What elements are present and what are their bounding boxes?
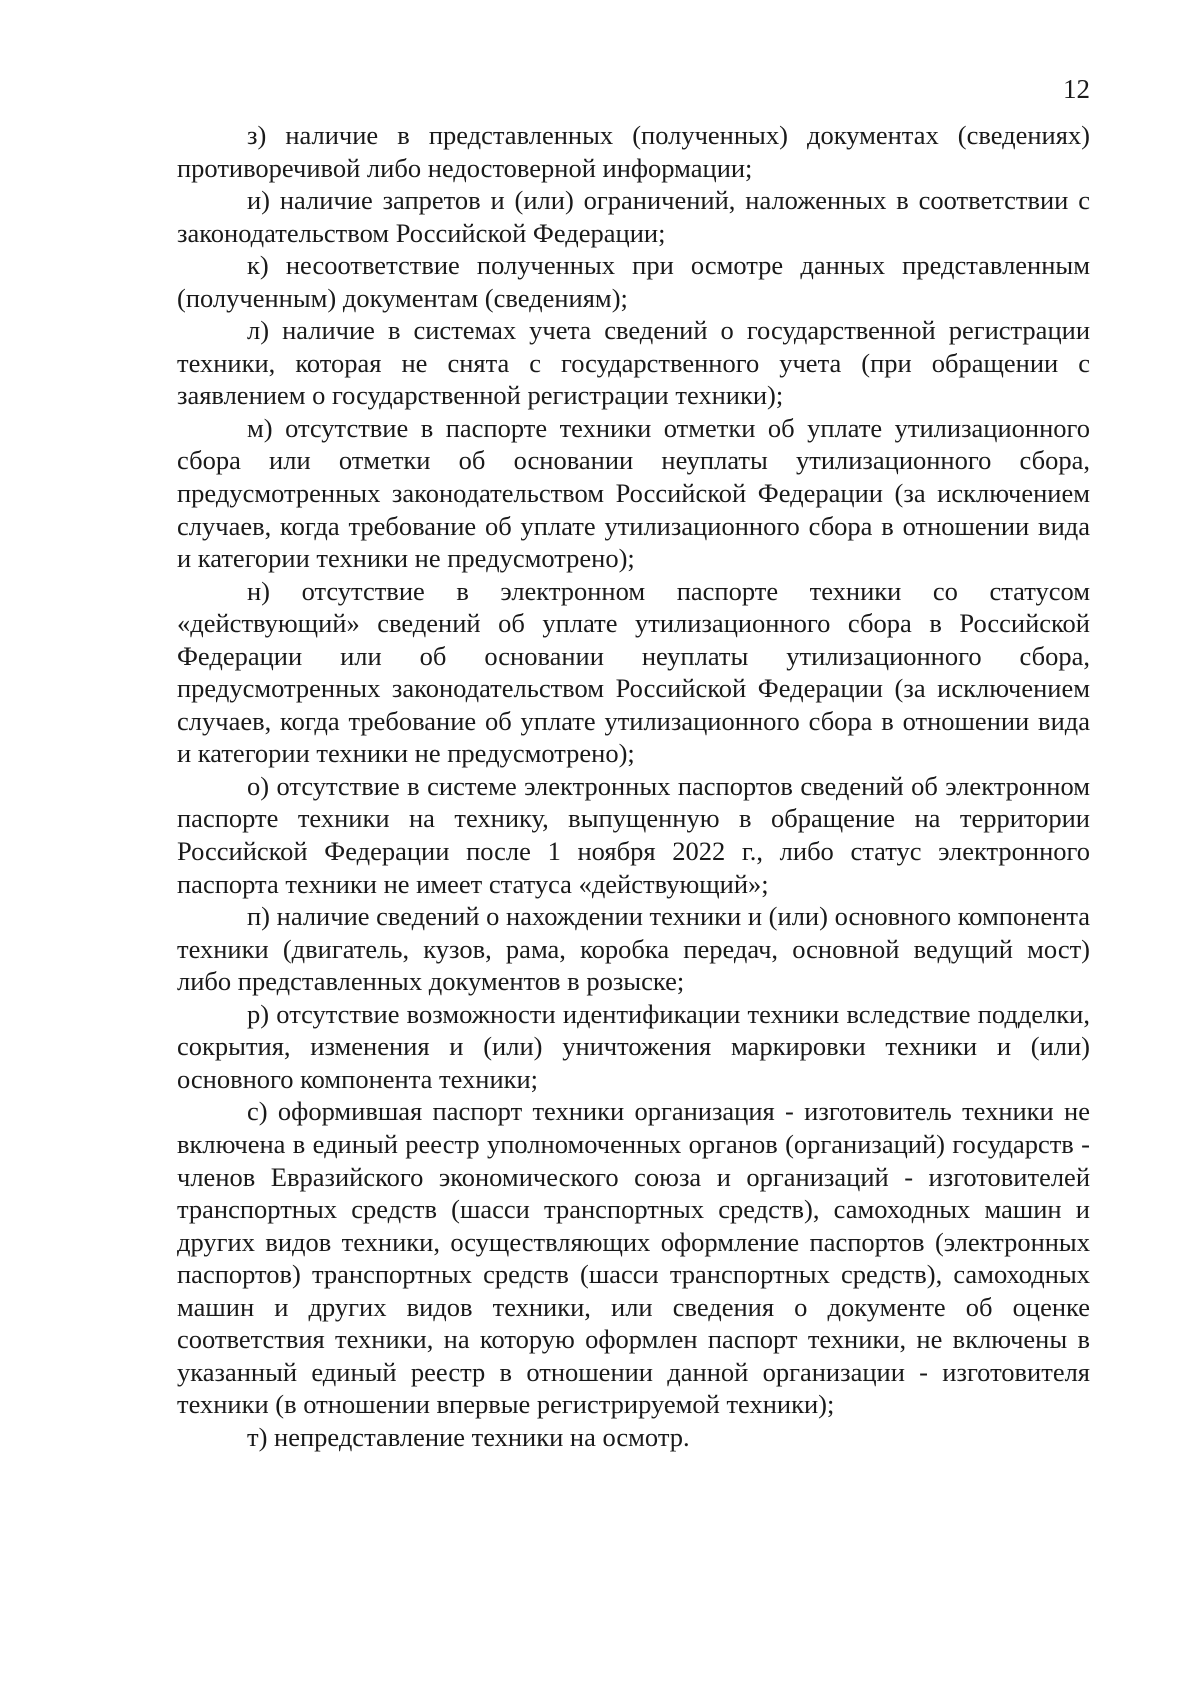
list-item-n: н) отсутствие в электронном паспорте техники со статусом «действующий» сведений об уплате утилизационного сбора в Российской Федерации или об основании неуплаты утилизационного сбора, предусмотренных законодательством Российской Федерации (за исключением случаев, когда требование об уплате утилизационного сбора в отношении вида и категории техники не предусмотрено);: [177, 575, 1090, 769]
page-number: 12: [1063, 74, 1090, 104]
list-item-r: р) отсутствие возможности идентификации техники вследствие подделки, сокрытия, изменения и (или) уничтожения маркировки техники и (или) основного компонента техники;: [177, 998, 1090, 1094]
list-item-z: з) наличие в представленных (полученных) документах (сведениях) противоречивой либо недостоверной информации;: [177, 120, 1090, 183]
list-item-l: л) наличие в системах учета сведений о государственной регистрации техники, которая не снята с государственного учета (при обращении с заявлением о государственной регистрации техники);: [177, 315, 1090, 411]
list-item-m: м) отсутствие в паспорте техники отметки об уплате утилизационного сбора или отметки об основании неуплаты утилизационного сбора, предусмотренных законодательством Российской Федерации (за исключением случаев, когда требование об уплате утилизационного сбора в отношении вида и категории техники не предусмотрено);: [177, 412, 1090, 574]
list-item-o: о) отсутствие в системе электронных паспортов сведений об электронном паспорте техники на технику, выпущенную в обращение на территории Российской Федерации после 1 ноября 2022 г., либо статус электронного паспорта техники не имеет статуса «действующий»;: [177, 770, 1090, 899]
list-item-t: т) непредставление техники на осмотр.: [247, 1421, 690, 1452]
list-item-i: и) наличие запретов и (или) ограничений, наложенных в соответствии с законодательством Российской Федерации;: [177, 185, 1090, 248]
list-item-p: п) наличие сведений о нахождении техники и (или) основного компонента техники (двигатель, кузов, рама, коробка передач, основной ведущий мост) либо представленных документов в розыске;: [177, 901, 1090, 997]
list-item-s: с) оформившая паспорт техники организация - изготовитель техники не включена в единый реестр уполномоченных органов (организаций) государств - членов Евразийского экономического союза и организаций - изготовителей транспортных средств (шасси транспортных средств), самоходных машин и других видов техники, осуществляющих оформление паспортов (электронных паспортов) транспортных средств (шасси транспортных средств), самоходных машин и других видов техники, или сведения о документе об оценке соответствия техники, на которую оформлен паспорт техники, не включены в указанный единый реестр в отношении данной организации - изготовителя техники (в отношении впервые регистрируемой техники);: [177, 1096, 1090, 1420]
list-item-k: к) несоответствие полученных при осмотре данных представленным (полученным) документам (сведениям);: [177, 250, 1090, 313]
document-body: [177, 119, 1090, 1453]
